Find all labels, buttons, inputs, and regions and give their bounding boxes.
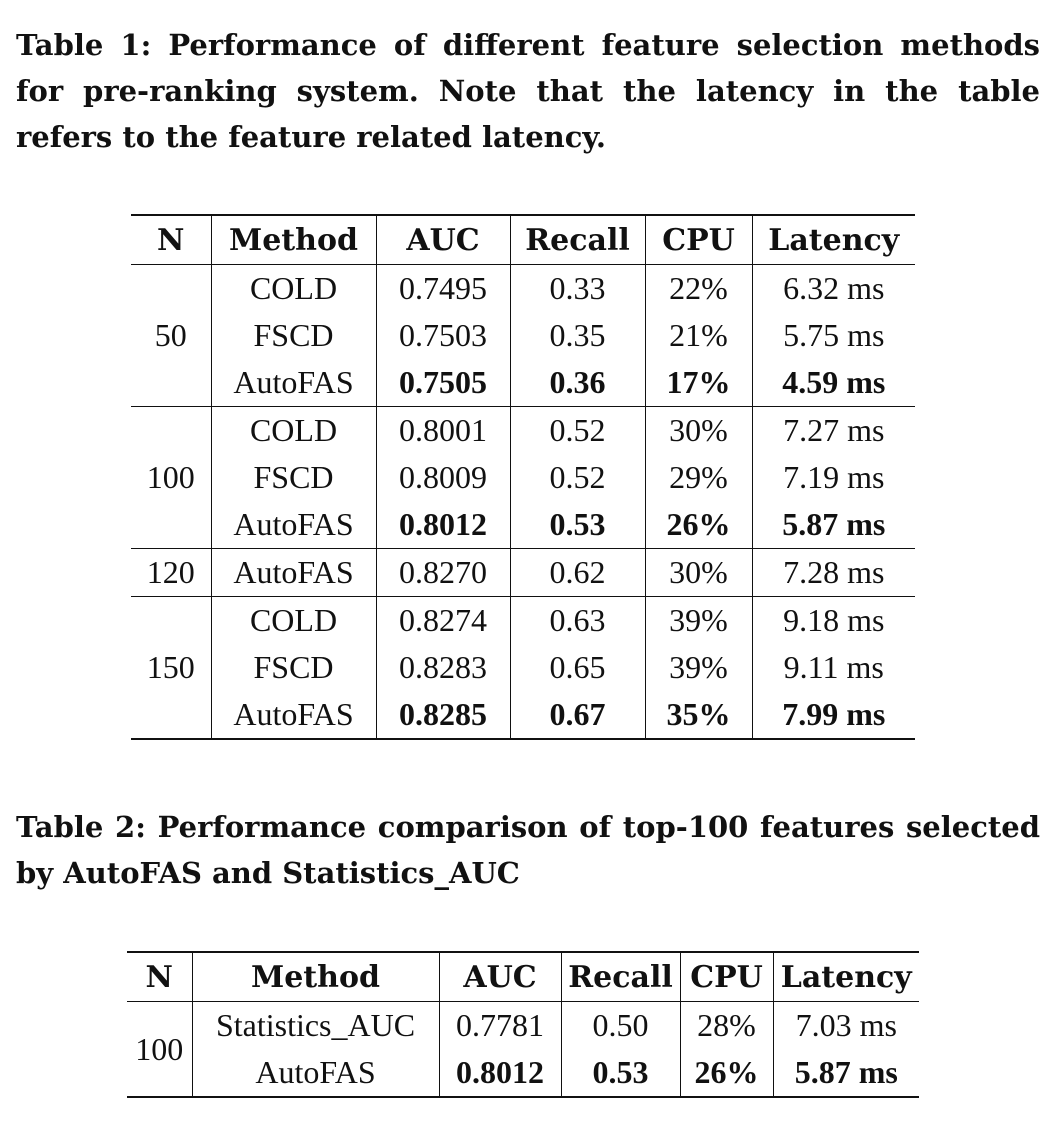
- auc-cell-best: 0.7505: [376, 359, 510, 407]
- auc-cell-best: 0.8012: [376, 501, 510, 549]
- header-auc: AUC: [439, 952, 561, 1002]
- latency-cell-best: 5.87 ms: [773, 1049, 919, 1097]
- group-n-cell: 100: [127, 1002, 192, 1098]
- group-n-cell: 150: [131, 597, 211, 740]
- table-row: [131, 407, 915, 455]
- table-header-row: [131, 215, 915, 265]
- method-cell: AutoFAS: [211, 501, 376, 549]
- auc-cell-best: 0.8285: [376, 691, 510, 739]
- recall-cell: 0.52: [510, 407, 645, 455]
- header-recall: Recall: [561, 952, 680, 1002]
- header-method: Method: [192, 952, 439, 1002]
- cpu-cell: 39%: [645, 644, 752, 691]
- latency-cell-best: 7.99 ms: [752, 691, 915, 739]
- cpu-cell: 28%: [680, 1002, 773, 1050]
- header-recall: Recall: [510, 215, 645, 265]
- table2-caption: Table 2: Performance comparison of top-100 features selected by AutoFAS and Statistics_AUC: [16, 810, 1040, 890]
- group-n-cell: 50: [131, 265, 211, 407]
- header-n: N: [127, 952, 192, 1002]
- latency-cell: 7.28 ms: [752, 549, 915, 597]
- table-row: [127, 1002, 919, 1050]
- latency-cell: 7.19 ms: [783, 459, 885, 495]
- table-row: [131, 312, 915, 359]
- method-cell: COLD: [211, 597, 376, 645]
- latency-cell: 7.27 ms: [752, 407, 915, 455]
- recall-cell-best: 0.36: [510, 359, 645, 407]
- header-cpu: CPU: [645, 215, 752, 265]
- recall-cell-best: 0.53: [561, 1049, 680, 1097]
- auc-cell: 0.8009: [376, 454, 510, 501]
- table-row: [131, 691, 915, 739]
- cpu-cell: 39%: [645, 597, 752, 645]
- recall-cell-best: 0.67: [510, 691, 645, 739]
- recall-cell: 0.63: [510, 597, 645, 645]
- auc-cell-best: 0.8012: [439, 1049, 561, 1097]
- cpu-cell: 30%: [645, 549, 752, 597]
- header-latency: Latency: [752, 215, 915, 265]
- recall-cell: 0.33: [510, 265, 645, 313]
- table-row: [131, 549, 915, 597]
- auc-cell: 0.8001: [376, 407, 510, 455]
- cpu-cell: 30%: [645, 407, 752, 455]
- latency-cell-best: 5.87 ms: [782, 506, 886, 542]
- header-cpu: CPU: [680, 952, 773, 1002]
- recall-cell: 0.65: [510, 644, 645, 691]
- method-cell: Statistics_AUC: [192, 1002, 439, 1050]
- recall-cell-best: 0.53: [510, 501, 645, 549]
- cpu-cell-best: 17%: [645, 359, 752, 407]
- auc-cell: 0.8274: [376, 597, 510, 645]
- recall-cell: 0.50: [561, 1002, 680, 1050]
- table1: [131, 214, 915, 740]
- auc-cell: 0.8283: [376, 644, 510, 691]
- latency-cell: 9.18 ms: [752, 597, 915, 645]
- latency-cell: 5.75 ms: [783, 317, 885, 353]
- auc-cell: 0.7781: [439, 1002, 561, 1050]
- latency-cell-best: 4.59 ms: [782, 364, 886, 400]
- recall-cell: 0.62: [510, 549, 645, 597]
- latency-cell: 7.03 ms: [795, 1007, 897, 1043]
- auc-cell: 0.7503: [376, 312, 510, 359]
- cpu-cell: 29%: [645, 454, 752, 501]
- auc-cell: 0.7495: [376, 265, 510, 313]
- method-cell: AutoFAS: [211, 691, 376, 739]
- header-method: Method: [211, 215, 376, 265]
- method-cell: AutoFAS: [211, 359, 376, 407]
- cpu-cell-best: 26%: [680, 1049, 773, 1097]
- table-row: [127, 1049, 919, 1097]
- table-row: [131, 454, 915, 501]
- method-cell: AutoFAS: [192, 1049, 439, 1097]
- table-header-row: [127, 952, 919, 1002]
- header-latency: Latency: [773, 952, 919, 1002]
- method-cell: COLD: [211, 265, 376, 313]
- table1-caption: Table 1: Performance of different feature selection methods for pre-ranking system. Note that the latency in the table refers to the feature related latency.: [16, 28, 1040, 154]
- header-n: N: [131, 215, 211, 265]
- recall-cell: 0.52: [510, 454, 645, 501]
- latency-cell: 6.32 ms: [783, 270, 885, 306]
- header-auc: AUC: [376, 215, 510, 265]
- recall-cell: 0.35: [510, 312, 645, 359]
- group-n-cell: 120: [131, 549, 211, 597]
- table-row: [131, 644, 915, 691]
- cpu-cell: 21%: [645, 312, 752, 359]
- table-row: [131, 359, 915, 407]
- table-row: [131, 501, 915, 549]
- method-cell: COLD: [211, 407, 376, 455]
- cpu-cell-best: 26%: [645, 501, 752, 549]
- latency-cell: 9.11 ms: [783, 649, 884, 685]
- method-cell: FSCD: [211, 454, 376, 501]
- table-row: [131, 265, 915, 313]
- group-n-cell: 100: [131, 407, 211, 549]
- cpu-cell: 22%: [645, 265, 752, 313]
- method-cell: FSCD: [211, 312, 376, 359]
- auc-cell: 0.8270: [376, 549, 510, 597]
- method-cell: AutoFAS: [211, 549, 376, 597]
- table-row: [131, 597, 915, 645]
- cpu-cell-best: 35%: [645, 691, 752, 739]
- table2: [127, 951, 919, 1098]
- method-cell: FSCD: [211, 644, 376, 691]
